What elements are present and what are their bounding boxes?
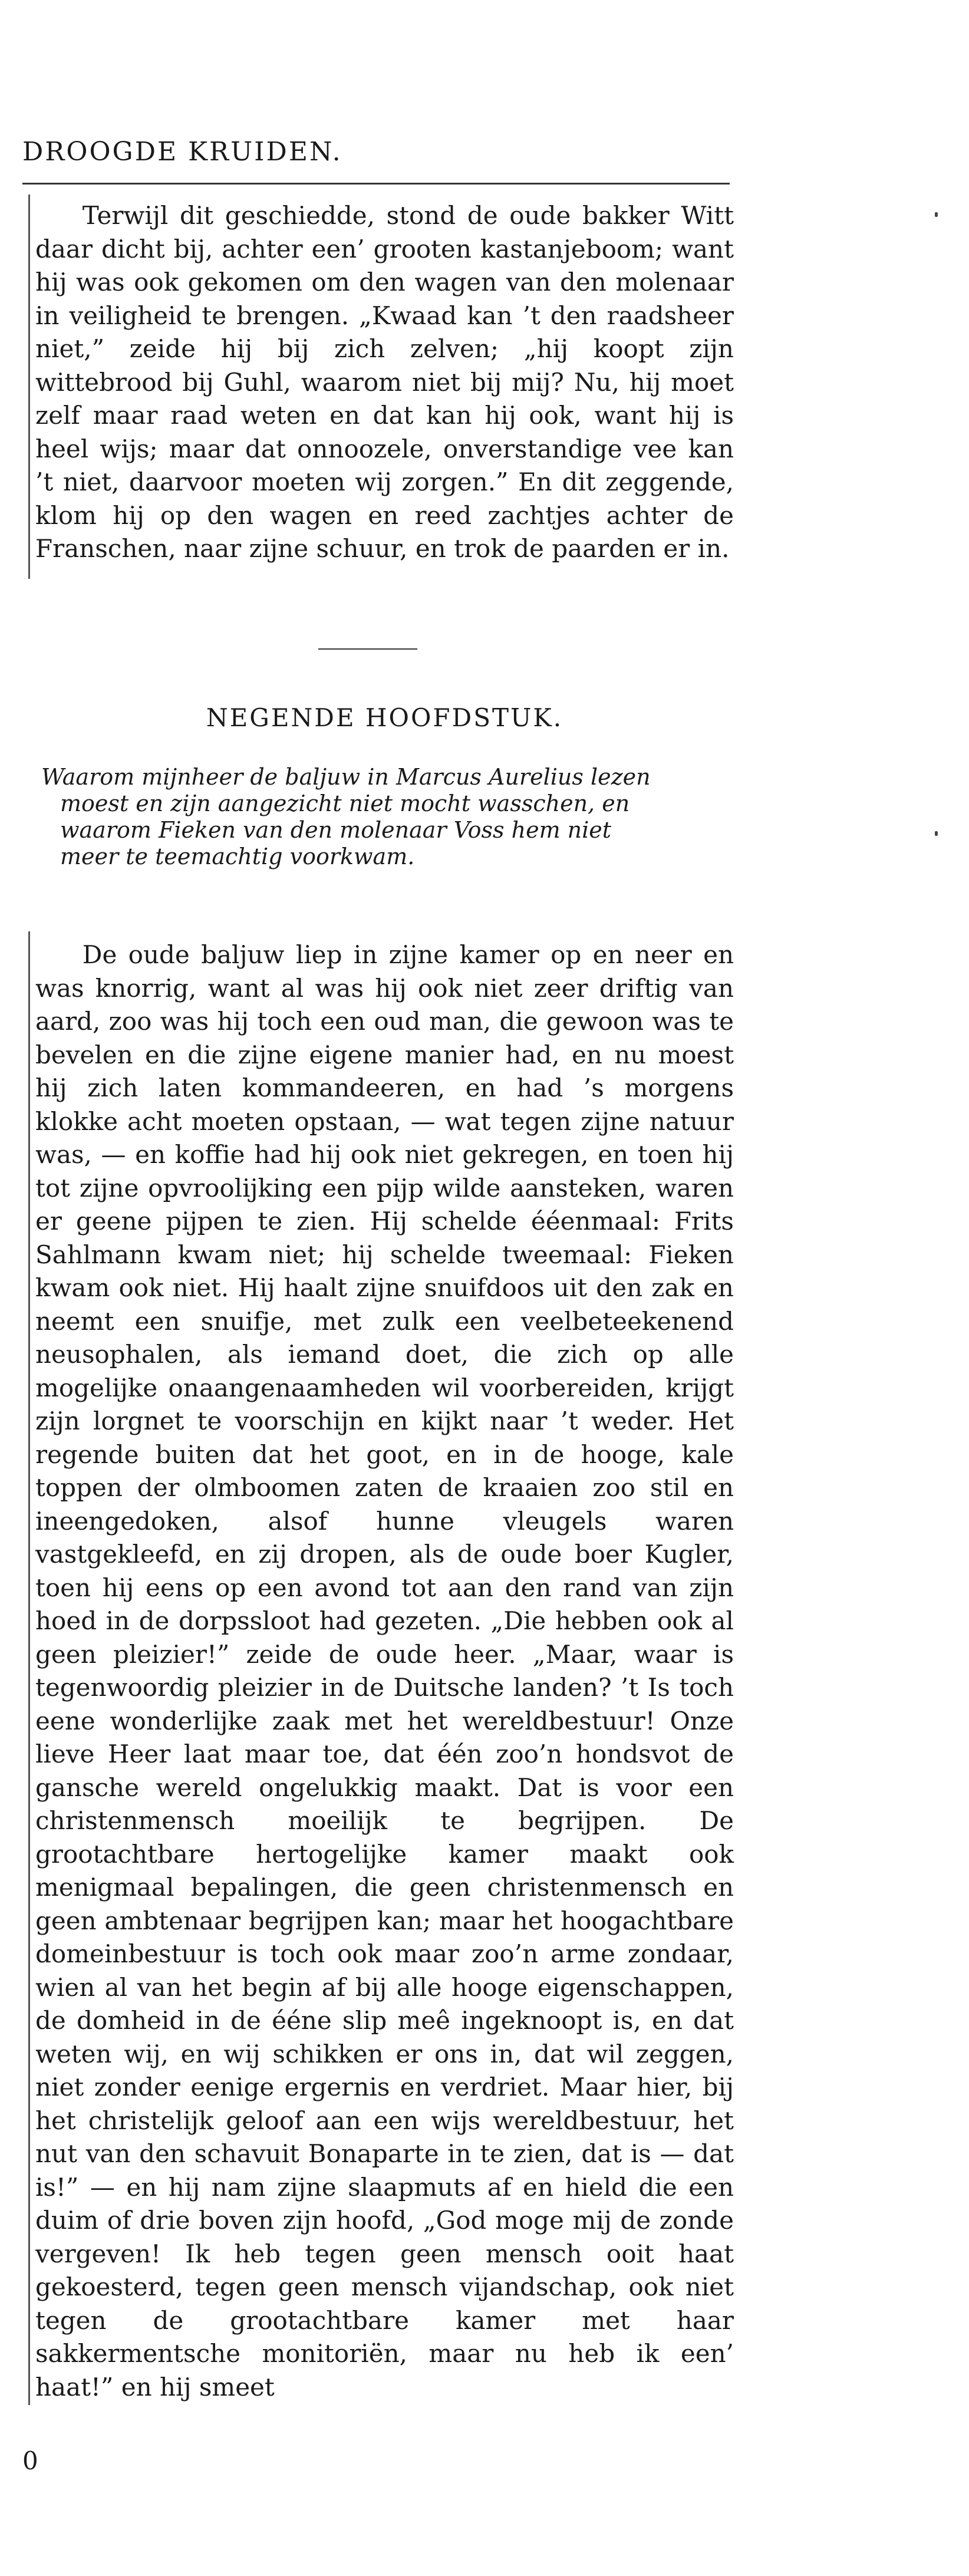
chapter-title: NEGENDE HOOFDSTUK. bbox=[206, 703, 563, 732]
margin-speck bbox=[935, 212, 938, 217]
summary-line: meer te teemachtig voorkwam. bbox=[60, 844, 415, 869]
section-divider bbox=[318, 648, 417, 650]
header-rule bbox=[22, 183, 730, 185]
page-number: 0 bbox=[22, 2446, 38, 2475]
summary-line: moest en zijn aangezicht niet mocht wasschen, en bbox=[60, 790, 630, 816]
text-column-bottom bbox=[35, 938, 734, 2404]
left-margin-rule-top bbox=[28, 195, 30, 579]
paragraph-1: Terwijl dit geschiedde, stond de oude bakker Witt daar dicht bij, achter een’ grooten kastanjeboom; want hij was ook gekomen om den wagen van den molenaar in veiligheid te brengen. „Kwaad kan ’t den raadsheer niet,” zeide hij bij zich zelven; „hij koopt zijn wittebrood bij Guhl, waarom niet bij mij? Nu, hij moet zelf maar raad weten en dat kan hij ook, want hij is heel wijs; maar dat onnoozele, onverstandige vee kan ’t niet, daarvoor moeten wij zorgen.” En dit zeggende, klom hij op den wagen en reed zachtjes achter de Franschen, naar zijne schuur, en trok de paarden er in. bbox=[35, 201, 734, 563]
running-head: DROOGDE KRUIDEN. bbox=[22, 137, 342, 167]
chapter-summary bbox=[35, 764, 734, 870]
left-margin-rule-bottom bbox=[28, 931, 30, 2405]
margin-speck bbox=[935, 831, 938, 836]
paragraph-2: De oude baljuw liep in zijne kamer op en neer en was knorrig, want al was hij ook niet zeer driftig van aard, zoo was hij toch een oud man, die gewoon was te bevelen en die zijne eigene manier had, en nu moest hij zich laten kommandeeren, en had ’s morgens klokke acht moeten opstaan, — wat tegen zijne natuur was, — en koffie had hij ook niet gekregen, en toen hij tot zijne opvroolijking een pijp wilde aansteken, waren er geene pijpen te zien. Hij schelde ééenmaal: Frits Sahlmann kwam niet; hij schelde tweemaal: Fieken kwam ook niet. Hij haalt zijne snuifdoos uit den zak en neemt een snuifje, met zulk een veelbeteekenend neusophalen, als iemand doet, die zich op alle mogelijke onaangenaamheden wil voorbereiden, krijgt zijn lorgnet te voorschijn en kijkt naar ’t weder. Het regende buiten dat het goot, en in de hooge, kale toppen der olmboomen zaten de kraaien zoo stil en ineengedoken, alsof hunne vleugels waren vastgekleefd, en zij dropen, als de oude boer Kugler, toen hij eens op een avond tot aan den rand van zijn hoed in de dorpssloot had gezeten. „Die hebben ook al geen pleizier!” zeide de oude heer. „Maar, waar is tegenwoordig pleizier in de Duitsche landen? ’t Is toch eene wonderlijke zaak met het wereldbestuur! Onze lieve Heer laat maar toe, dat één zoo’n hondsvot de gansche wereld ongelukkig maakt. Dat is voor een christenmensch moeilijk te begrijpen. De grootachtbare hertogelijke kamer maakt ook menigmaal bepalingen, die geen christenmensch en geen ambtenaar begrijpen kan; maar het hoogachtbare domeinbestuur is toch ook maar zoo’n arme zondaar, wien al van het begin af bij alle hooge eigenschappen, de domheid in de ééne slip meê ingeknoopt is, en dat weten wij, en wij schikken er ons in, dat wil zeggen, niet zonder eenige ergernis en verdriet. Maar hier, bij het christelijk geloof aan een wijs wereldbestuur, het nut van den schavuit Bonaparte in te zien, dat is — dat is!” — en hij nam zijne slaapmuts af en hield die een duim of drie boven zijn hoofd, „God moge mij de zonde vergeven! Ik heb tegen geen mensch ooit haat gekoesterd, tegen geen mensch vijandschap, ook niet tegen de grootachtbare kamer met haar sakkermentsche monitoriën, maar nu heb ik een’ haat!” en hij smeet bbox=[35, 940, 734, 2402]
summary-line: Waarom mijnheer de baljuw in Marcus Aurelius lezen bbox=[41, 764, 651, 790]
text-column-top bbox=[35, 199, 734, 566]
summary-line: waarom Fieken van den molenaar Voss hem niet bbox=[60, 817, 612, 843]
